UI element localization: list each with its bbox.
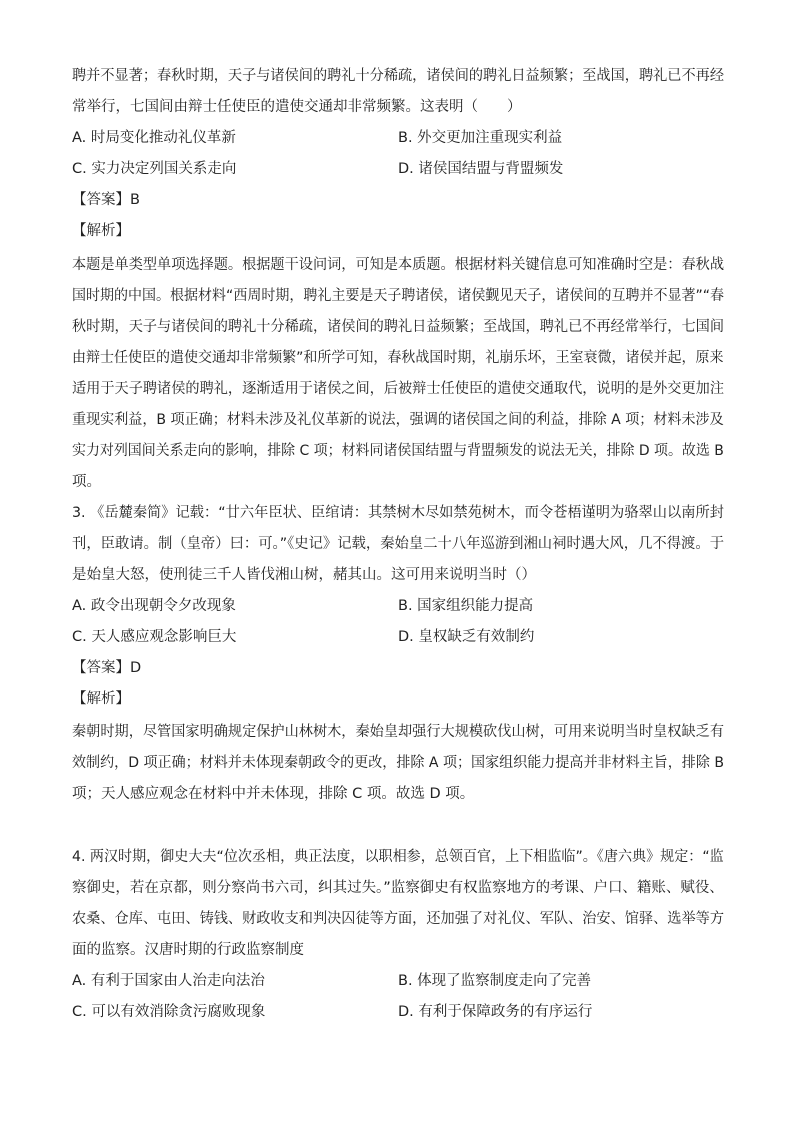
q3-stem-line-3: 是始皇大怒，使刑徒三千人皆伐湘山树，赭其山。这可用来说明当时（） (72, 567, 536, 583)
q4-stem-line-4: 面的监察。汉唐时期的行政监察制度 (72, 942, 304, 958)
q3-stem-line-1: 3. 《岳麓秦简》记载：“廿六年臣状、臣绾请：其禁树木尽如禁苑树木，而令苍梧谨明为骆翠山以南所封 (72, 505, 724, 521)
q4-option-b: B. 体现了监察制度走向了完善 (398, 973, 592, 989)
q2-option-b: B. 外交更加注重现实利益 (398, 130, 563, 146)
q3-stem-line-2: 刊，臣敢请。制（皇帝）曰：可。”《史记》记载，秦始皇二十八年巡游到湘山祠时遇大风，几不得渡。于 (72, 536, 725, 552)
q3-analysis-label: 【解析】 (72, 691, 130, 707)
q3-option-d: D. 皇权缺乏有效制约 (398, 629, 535, 645)
q4-stem-line-2: 察御史，若在京都，则分察尚书六司，纠其过失。”监察御史有权监察地方的考课、户口、籍账、赋役、 (72, 880, 724, 896)
q2-option-a: A. 时局变化推动礼仪革新 (72, 130, 236, 146)
q2-stem-line-2: 常举行，七国间由辩士任使臣的遣使交通却非常频繁。这表明（ ） (72, 99, 522, 115)
q3-answer: 【答案】D (72, 660, 142, 676)
q4-stem-line-3: 农桑、仓库、屯田、铸钱、财政收支和判决囚徒等方面，还加强了对礼仪、军队、治安、馆驿、选举等方 (72, 911, 724, 927)
q2-analysis-line-1: 本题是单类型单项选择题。根据题干设问词，可知是本质题。根据材料关键信息可知准确时空是：春秋战 (72, 257, 724, 273)
q2-analysis-line-4: 由辩士任使臣的遣使交通却非常频繁”和所学可知，春秋战国时期，礼崩乐坏，王室衰微，诸侯并起，原来 (72, 350, 724, 366)
q3-analysis-line-2: 效制约，D 项正确；材料并未体现秦朝政令的更改，排除 A 项；国家组织能力提高并非材料主旨，排除 B (72, 755, 724, 771)
q4-option-a: A. 有利于国家由人治走向法治 (72, 973, 265, 989)
q2-analysis-line-7: 实力对列国间关系走向的影响，排除 C 项；材料同诸侯国结盟与背盟频发的说法无关，排除 D 项。故选 B (72, 443, 724, 459)
q3-analysis-line-3: 项；天人感应观念在材料中并未体现，排除 C 项。故选 D 项。 (72, 786, 475, 802)
q2-answer: 【答案】B (72, 192, 140, 208)
q3-option-a: A. 政令出现朝令夕改现象 (72, 598, 236, 614)
q3-option-c: C. 天人感应观念影响巨大 (72, 629, 237, 645)
q3-option-b: B. 国家组织能力提高 (398, 598, 534, 614)
q2-analysis-label: 【解析】 (72, 223, 130, 239)
q2-option-c: C. 实力决定列国关系走向 (72, 161, 237, 177)
q3-analysis-line-1: 秦朝时期，尽管国家明确规定保护山林树木，秦始皇却强行大规模砍伐山树，可用来说明当时皇权缺乏有 (72, 724, 724, 740)
q2-analysis-line-2: 国时期的中国。根据材料“西周时期，聘礼主要是天子聘诸侯，诸侯觐见天子，诸侯间的互聘并不显著”“春 (72, 288, 725, 304)
q2-stem-line-1: 聘并不显著；春秋时期，天子与诸侯间的聘礼十分稀疏，诸侯间的聘礼日益频繁；至战国，聘礼已不再经 (72, 68, 724, 84)
q2-analysis-line-5: 适用于天子聘诸侯的聘礼，逐渐适用于诸侯之间，后被辩士任使臣的遣使交通取代，说明的是外交更加注 (72, 381, 724, 397)
q2-option-d: D. 诸侯国结盟与背盟频发 (398, 161, 564, 177)
q4-option-d: D. 有利于保障政务的有序运行 (398, 1004, 593, 1020)
q4-option-c: C. 可以有效消除贪污腐败现象 (72, 1004, 266, 1020)
q2-analysis-line-3: 秋时期，天子与诸侯间的聘礼十分稀疏，诸侯间的聘礼日益频繁；至战国，聘礼已不再经常举行，七国间 (72, 319, 724, 335)
q2-analysis-line-8: 项。 (72, 474, 101, 490)
q2-analysis-line-6: 重现实利益，B 项正确；材料未涉及礼仪革新的说法，强调的诸侯国之间的利益，排除 A 项；材料未涉及 (72, 412, 724, 428)
q4-stem-line-1: 4. 两汉时期，御史大夫“位次丞相，典正法度，以职相参，总领百官，上下相监临”。《唐六典》规定：“监 (72, 849, 724, 865)
